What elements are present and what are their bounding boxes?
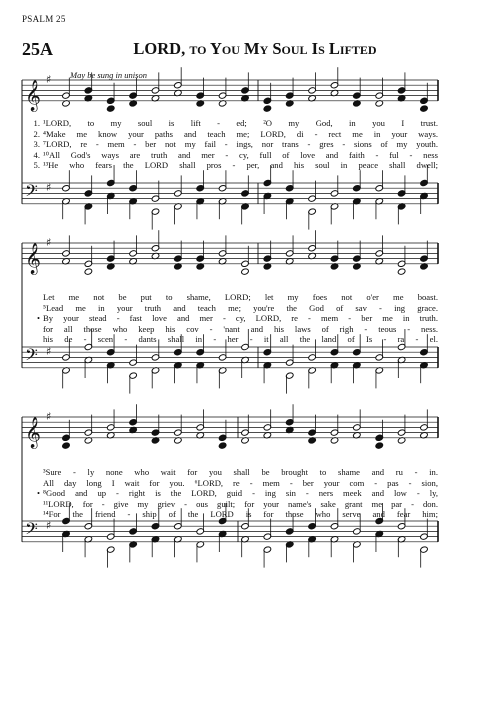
lyric-line: his de - scen - dants shall in - her - it all the land of Is - ra - el. [43,334,438,345]
alto-note [218,442,227,449]
bass-clef-icon: 𝄢 [25,180,38,205]
sharp-key-signature-icon: ♯ [46,519,52,533]
lyric-line: ¹¹LORD, for - give my griev - ous guilt; for your name's sake grant me par - don. [43,498,438,509]
lyric-line: 2. ⁴Make me know your paths and teach me; LORD, di - rect me in your ways. [33,128,438,139]
sharp-key-signature-icon: ♯ [46,181,52,195]
lyric-line: 5. ¹³He who fears the LORD shall pros - per, and his soul in peace shall dwell; [33,160,438,171]
alto-note [241,268,250,275]
bass-clef-icon: 𝄢 [25,518,38,543]
alto-note [420,105,429,112]
lyrics-system-1 [22,118,438,171]
alto-note [375,442,384,449]
alto-note [62,442,71,449]
sharp-key-signature-icon: ♯ [46,236,52,249]
lyrics-system-2 [22,292,438,345]
lyric-line: 3. ⁷LORD, re - mem - ber not my fail - ings, nor trans - gres - sions of my youth. [33,139,438,150]
alto-note [263,105,272,112]
bass-clef-icon: 𝄢 [25,344,38,369]
sharp-key-signature-icon: ♯ [46,410,52,423]
lyric-line: All day long I wait for you. ⁶LORD, re - mem - ber your com - pas - sion, [43,477,438,488]
lyric-line: Let me not be put to shame, LORD; let my foes not o'er me boast. [43,292,438,302]
sharp-key-signature-icon: ♯ [46,345,52,359]
lyrics-system-3 [22,467,438,520]
performance-instruction: May be sung in unison [70,70,147,80]
alto-note [84,268,93,275]
lyric-line: ³Sure - ly none who wait for you shall be brought to shame and ru - in. [43,467,438,477]
lyric-line: 4. ¹⁰All God's ways are truth and mer - cy, full of love and faith - ful - ness [33,149,438,160]
psalm-label: PSALM 25 [22,14,66,24]
hymn-title: LORD, to You My Soul Is Lifted [133,39,377,58]
lyric-line: ¹⁴For the friend - ship of the LORD is for those who serve and fear him; [43,509,438,520]
alto-note [397,268,406,275]
treble-clef-icon: 𝄞 [25,79,41,111]
sharp-key-signature-icon: ♯ [46,73,52,86]
lyric-line: • ⁸Good and up - right is the LORD, guid - ing sin - ners meek and low - ly, [36,488,438,499]
treble-clef-icon: 𝄞 [25,242,41,274]
lyric-line: 1. ¹LORD, to my soul is lift - ed; ²O my God, in you I trust. [33,118,438,128]
lyric-line: • By your stead - fast love and mer - cy, LORD, re - mem - ber me in truth. [36,313,438,324]
lyric-line: for all those who keep his cov - 'nant and his laws of righ - teous - ness. [43,323,438,334]
hymn-number: 25A [22,39,53,59]
treble-clef-icon: 𝄞 [25,416,41,448]
lyric-line: ⁵Lead me in your truth and teach me; you're the God of sav - ing grace. [43,302,438,313]
alto-note [106,105,115,112]
